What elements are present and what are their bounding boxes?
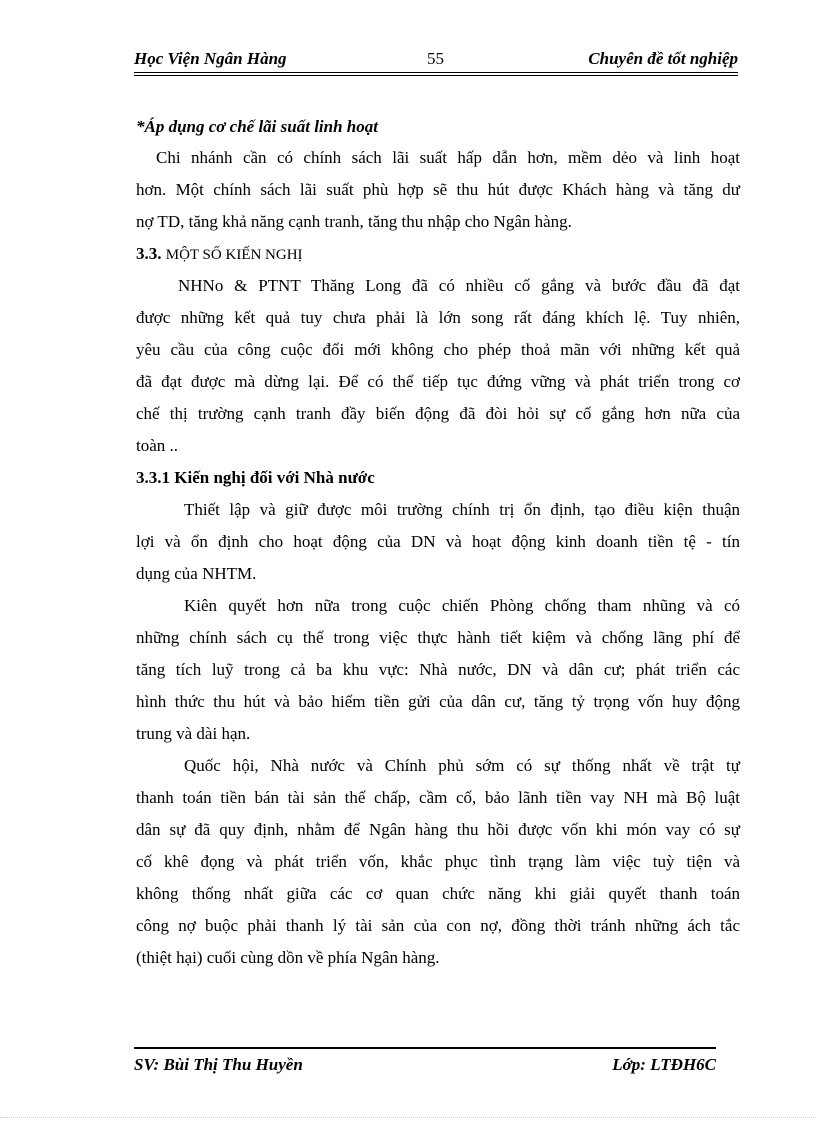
page-footer bbox=[134, 1047, 716, 1077]
page-number: 55 bbox=[427, 49, 444, 68]
paragraph-line: cố khê đọng và phát triển vốn, khắc phục tình trạng làm việc tuỳ tiện và bbox=[136, 852, 740, 871]
paragraph-line: công nợ buộc phải thanh lý tài sản của con nợ, đồng thời tránh những ách tắc bbox=[136, 916, 740, 935]
paragraph-line: đã đạt được mà dừng lại. Để có thể tiếp tục đứng vững và phát triển trong cơ bbox=[136, 372, 740, 391]
paragraph-line: hơn. Một chính sách lãi suất phù hợp sẽ thu hút được Khách hàng và tăng dư bbox=[136, 180, 740, 199]
header-document-type: Chuyên đề tốt nghiệp bbox=[588, 49, 738, 68]
section-heading-3-3 bbox=[136, 244, 303, 265]
paragraph-line: dụng của NHTM. bbox=[136, 564, 257, 583]
header-institution: Học Viện Ngân Hàng bbox=[134, 49, 287, 68]
paragraph-line: thanh toán tiền bán tài sản thế chấp, cầm cố, bảo lãnh tiền vay NH mà Bộ luật bbox=[136, 788, 740, 807]
paragraph-line: Quốc hội, Nhà nước và Chính phủ sớm có sự thống nhất về trật tự bbox=[184, 756, 740, 775]
paragraph-line: nợ TD, tăng khả năng cạnh tranh, tăng thu nhập cho Ngân hàng. bbox=[136, 212, 572, 231]
footer-class: Lớp: LTĐH6C bbox=[612, 1055, 716, 1074]
section-number: 3.3. bbox=[136, 244, 162, 263]
paragraph-line: NHNo & PTNT Thăng Long đã có nhiều cố gắng và bước đầu đã đạt bbox=[178, 276, 740, 295]
page-edge-divider bbox=[0, 1117, 816, 1118]
section-title: MỘT SỐ KIẾN NGHỊ bbox=[165, 247, 303, 263]
paragraph-line: chế thị trường cạnh tranh đầy biến động đã đòi hỏi sự cố gắng hơn nữa của bbox=[136, 404, 740, 423]
paragraph-line: tăng tích luỹ trong cả ba khu vực: Nhà nước, DN và dân cư; phát triển các bbox=[136, 660, 740, 679]
paragraph-line: không thống nhất giữa các cơ quan chức năng khi giải quyết thanh toán bbox=[136, 884, 740, 903]
paragraph-line: trung và dài hạn. bbox=[136, 724, 251, 743]
page-header bbox=[134, 46, 738, 76]
paragraph-line: dân sự đã quy định, nhằm để Ngân hàng thu hồi được vốn khi món vay có sự bbox=[136, 820, 740, 839]
paragraph-line: những chính sách cụ thể trong việc thực hành tiết kiệm và chống lãng phí để bbox=[136, 628, 740, 647]
paragraph-line: Chi nhánh cần có chính sách lãi suất hấp dẫn hơn, mềm dẻo và linh hoạt bbox=[156, 148, 740, 167]
paragraph-line: lợi và ổn định cho hoạt động của DN và hoạt động kinh doanh tiền tệ - tín bbox=[136, 532, 740, 551]
paragraph-line: yêu cầu của công cuộc đổi mới không cho phép thoả mãn với những kết quả bbox=[136, 340, 740, 359]
paragraph-line: Thiết lập và giữ được môi trường chính trị ổn định, tạo điều kiện thuận bbox=[184, 500, 740, 519]
subheading-interest-rate: *Áp dụng cơ chế lãi suất linh hoạt bbox=[136, 117, 378, 136]
paragraph-line: được những kết quả tuy chưa phải là lớn song rất đáng khích lệ. Tuy nhiên, bbox=[136, 308, 740, 327]
paragraph-line: Kiên quyết hơn nữa trong cuộc chiến Phòng chống tham nhũng và có bbox=[184, 596, 740, 615]
paragraph-line: toàn .. bbox=[136, 436, 179, 455]
subsection-heading-3-3-1: 3.3.1 Kiến nghị đối với Nhà nước bbox=[136, 468, 375, 487]
paragraph-line: (thiệt hại) cuối cùng dồn về phía Ngân hàng. bbox=[136, 948, 440, 967]
footer-student-name: SV: Bùi Thị Thu Huyền bbox=[134, 1055, 303, 1074]
paragraph-line: hình thức thu hút và bảo hiểm tiền gửi của dân cư, tăng tỷ trọng vốn huy động bbox=[136, 692, 740, 711]
